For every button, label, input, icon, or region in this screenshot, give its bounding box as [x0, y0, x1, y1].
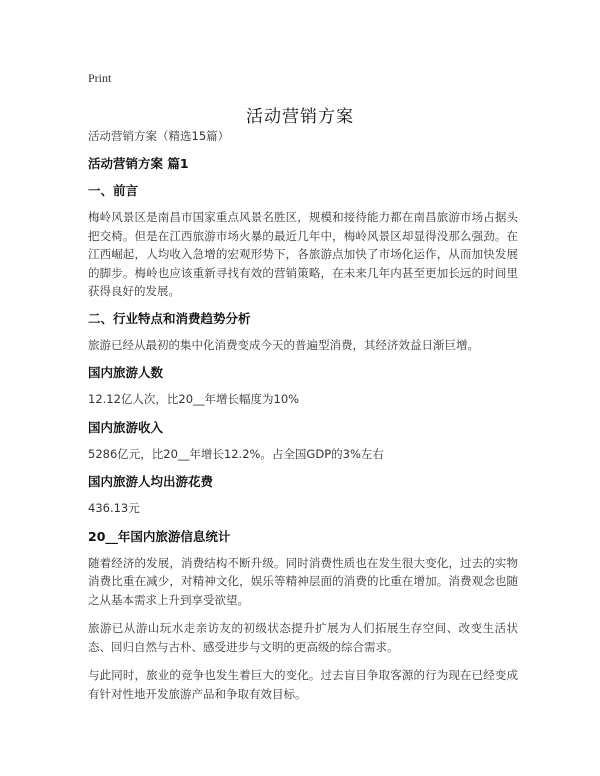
value-domestic-tourists: 12.12亿人次，比20__年增长幅度为10%	[88, 392, 300, 406]
heading-domestic-tourists: 国内旅游人数	[88, 365, 164, 380]
section-heading-preface: 一、前言	[88, 183, 139, 198]
paragraph-stats-3: 与此同时，旅业的竞争也发生着巨大的变化。过去盲目争取客源的行为现在已经变成有针对性地开发旅游产品和争取有效目标。	[88, 668, 518, 701]
paragraph-preface: 梅岭风景区是南昌市国家重点风景名胜区，规模和接待能力都在南昌旅游市场占据头把交椅。但是在江西旅游市场火暴的最近几年中，梅岭风景区却显得没那么强劲。在江西崛起，人均收入急增的宏观形势下，各旅游点加快了市场化运作，从而加快发展的脚步。梅岭也应该重新寻找有效的营销策略，在未来几年内甚至更加长远的时间里获得良好的发展。	[88, 210, 518, 298]
value-per-capita-spend: 436.13元	[88, 501, 140, 515]
print-link[interactable]: Print	[88, 71, 112, 85]
section-heading-industry: 二、行业特点和消费趋势分析	[88, 310, 251, 326]
document-subtitle: 活动营销方案（精选15篇）	[88, 129, 230, 143]
paragraph-industry: 旅游已经从最初的集中化消费变成今天的普遍型消费，其经济效益日渐巨增。	[88, 337, 479, 352]
article-body	[88, 128, 518, 713]
heading-per-capita-spend: 国内旅游人均出游花费	[88, 474, 214, 489]
article-heading: 活动营销方案 篇1	[88, 156, 189, 171]
page-title: 活动营销方案	[246, 107, 354, 127]
paragraph-stats-1: 随着经济的发展，消费结构不断升级。同时消费性质也在发生很大变化，过去的实物消费比重在减少，对精神文化，娱乐等精神层面的消费的比重在增加。消费观念也随之从基本需求上升到享受欲望。	[88, 555, 518, 607]
heading-domestic-income: 国内旅游收入	[88, 419, 164, 435]
heading-stats: 20__年国内旅游信息统计	[88, 528, 231, 544]
paragraph-stats-2: 旅游已从游山玩水走亲访友的初级状态提升扩展为人们拓展生存空间、改变生活状态、回归自然与古朴、感受进步与文明的更高级的综合需求。	[88, 621, 518, 654]
value-domestic-income: 5286亿元，比20__年增长12.2%。占全国GDP的3%左右	[88, 446, 384, 461]
